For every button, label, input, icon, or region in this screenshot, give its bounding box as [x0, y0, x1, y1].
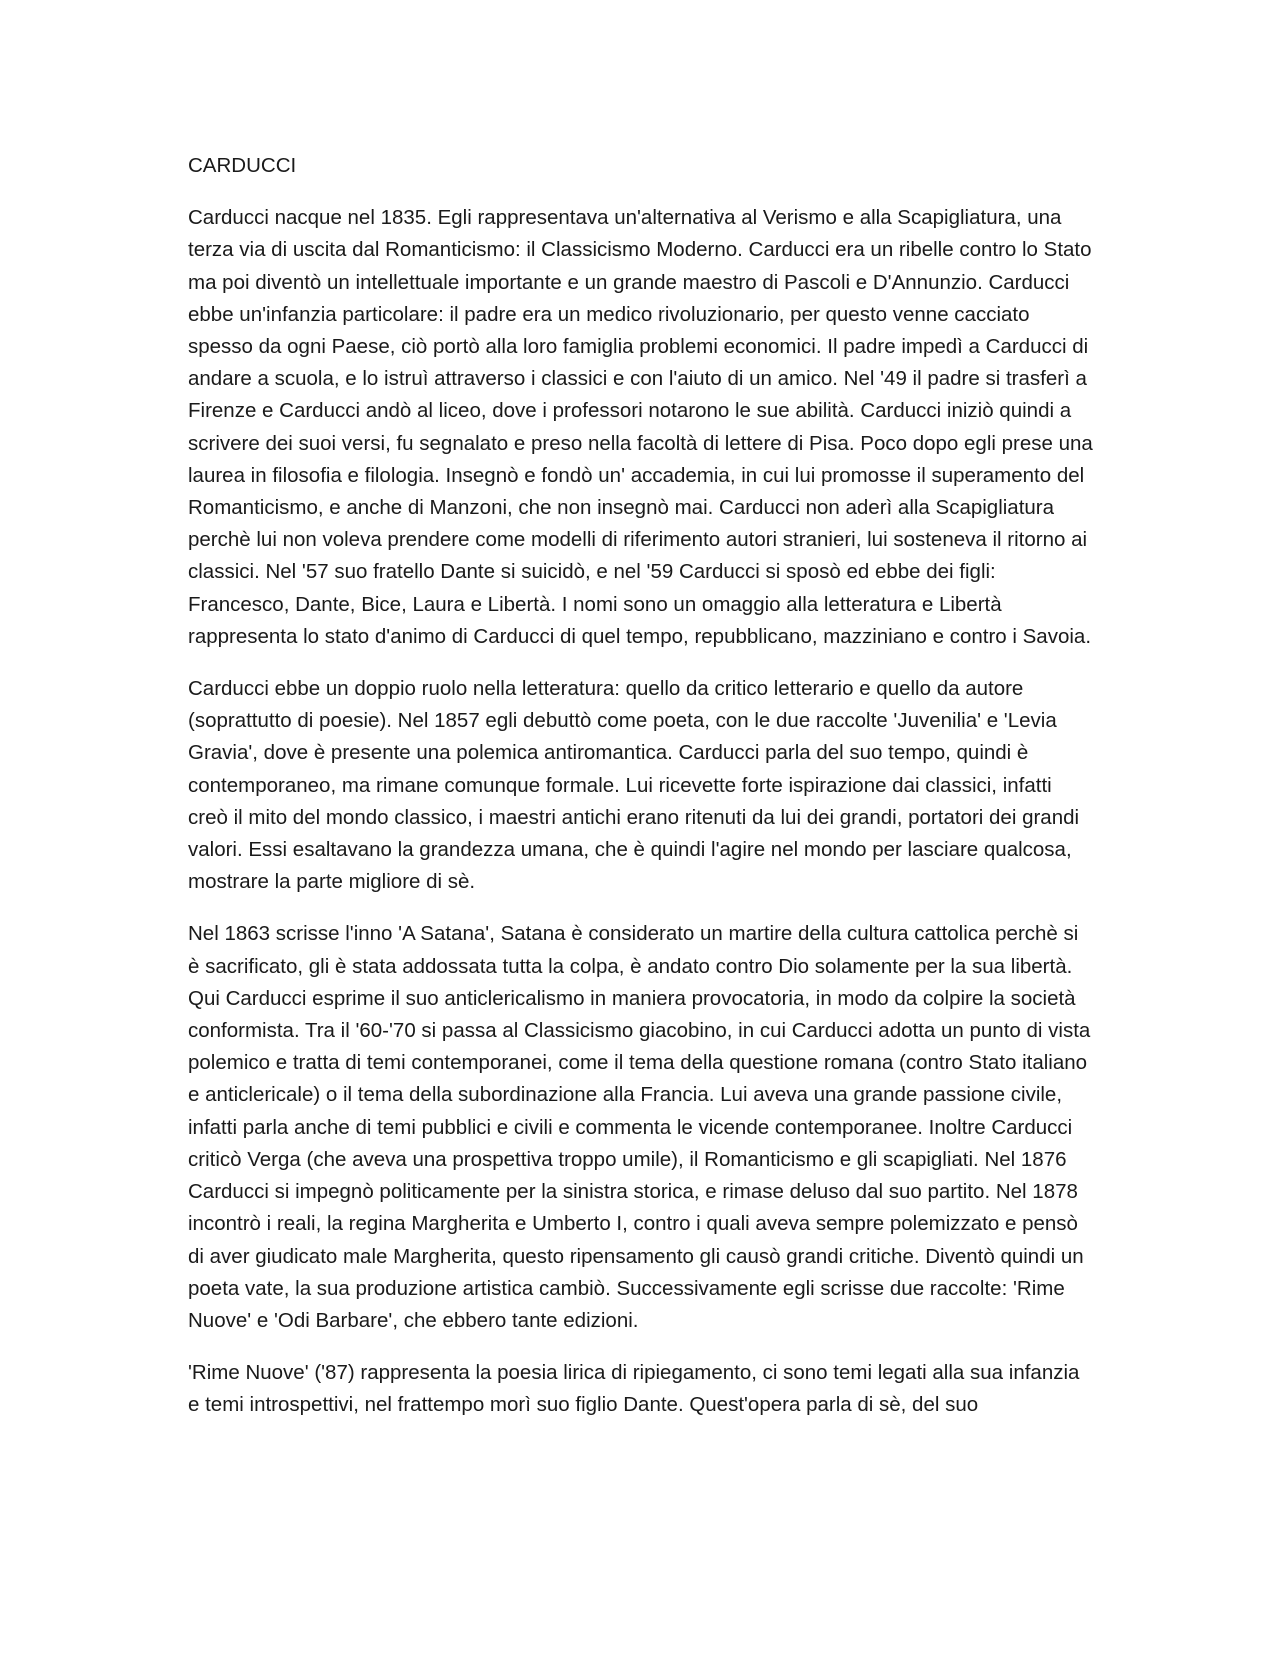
- paragraph-a-satana: Nel 1863 scrisse l'inno 'A Satana', Satana è considerato un martire della cultura cattolica perchè si è sacrificato, gli è stata addossata tutta la colpa, è andato contro Dio solamente per la sua libertà. Qui Carducci esprime il suo anticlericalismo in maniera provocatoria, in modo da colpire la società conformista. Tra il '60-'70 si passa al Classicismo giacobino, in cui Carducci adotta un punto di vista polemico e tratta di temi contemporanei, come il tema della questione romana (contro Stato italiano e anticlericale) o il tema della subordinazione alla Francia. Lui aveva una grande passione civile, infatti parla anche di temi pubblici e civili e commenta le vicende contemporanee. Inoltre Carducci criticò Verga (che aveva una prospettiva troppo umile), il Romanticismo e gli scapigliati. Nel 1876 Carducci si impegnò politicamente per la sinistra storica, e rimase deluso dal suo partito. Nel 1878 incontrò i reali, la regina Margherita e Umberto I, contro i quali aveva sempre polemizzato e pensò di aver giudicato male Margherita, questo ripensamento gli causò grandi critiche. Diventò quindi un poeta vate, la sua produzione artistica cambiò. Successivamente egli scrisse due raccolte: 'Rime Nuove' e 'Odi Barbare', che ebbero tante edizioni.: [188, 922, 1091, 1332]
- document-title: CARDUCCI: [188, 154, 297, 177]
- paragraph-rime-nuove: 'Rime Nuove' ('87) rappresenta la poesia lirica di ripiegamento, ci sono temi legati alla sua infanzia e temi introspettivi, nel frattempo morì suo figlio Dante. Quest'opera parla di sè, del suo: [188, 1361, 1080, 1417]
- paragraph-literary-role: Carducci ebbe un doppio ruolo nella letteratura: quello da critico letterario e quello da autore (soprattutto di poesie). Nel 1857 egli debuttò come poeta, con le due raccolte 'Juvenilia' e 'Levia Gravia', dove è presente una polemica antiromantica. Carducci parla del suo tempo, quindi è contemporaneo, ma rimane comunque formale. Lui ricevette forte ispirazione dai classici, infatti creò il mito del mondo classico, i maestri antichi erano ritenuti da lui dei grandi, portatori dei grandi valori. Essi esaltavano la grandezza umana, che è quindi l'agire nel mondo per lasciare qualcosa, mostrare la parte migliore di sè.: [188, 677, 1080, 894]
- document-body: [188, 150, 1093, 1442]
- paragraph-biography: Carducci nacque nel 1835. Egli rappresentava un'alternativa al Verismo e alla Scapigliatura, una terza via di uscita dal Romanticismo: il Classicismo Moderno. Carducci era un ribelle contro lo Stato ma poi diventò un intellettuale importante e un grande maestro di Pascoli e D'Annunzio. Carducci ebbe un'infanzia particolare: il padre era un medico rivoluzionario, per questo venne cacciato spesso da ogni Paese, ciò portò alla loro famiglia problemi economici. Il padre impedì a Carducci di andare a scuola, e lo istruì attraverso i classici e con l'aiuto di un amico. Nel '49 il padre si trasferì a Firenze e Carducci andò al liceo, dove i professori notarono le sue abilità. Carducci iniziò quindi a scrivere dei suoi versi, fu segnalato e preso nella facoltà di lettere di Pisa. Poco dopo egli prese una laurea in filosofia e filologia. Insegnò e fondò un' accademia, in cui lui promosse il superamento del Romanticismo, e anche di Manzoni, che non insegnò mai. Carducci non aderì alla Scapigliatura perchè lui non voleva prendere come modelli di riferimento autori stranieri, lui sosteneva il ritorno ai classici. Nel '57 suo fratello Dante si suicidò, e nel '59 Carducci si sposò ed ebbe dei figli: Francesco, Dante, Bice, Laura e Libertà. I nomi sono un omaggio alla letteratura e Libertà rappresenta lo stato d'animo di Carducci di quel tempo, repubblicano, mazziniano e contro i Savoia.: [188, 206, 1093, 648]
